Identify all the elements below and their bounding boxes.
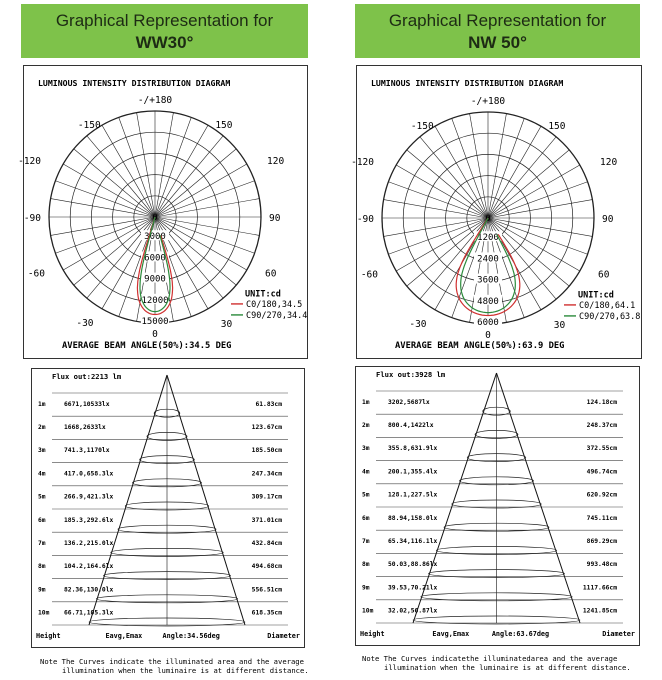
radial-label: 1200	[477, 233, 499, 244]
note-line1: Note The Curves indicatethe illuminatedarea and the average	[362, 654, 618, 663]
legend-label: C0/180,64.1	[579, 300, 636, 311]
row-height: 9m	[362, 584, 370, 592]
cone-edge-right	[497, 373, 581, 623]
radial-label: 15000	[141, 317, 169, 327]
row-diameter: 432.84cm	[251, 539, 282, 547]
polar-center-label: 0	[152, 213, 158, 223]
angle-label-n90: -90	[356, 214, 374, 225]
angle-label-p60: 60	[598, 269, 610, 281]
note-line2: illumination when the luminaire is at different distance.	[62, 666, 309, 675]
angle-label-p30: 30	[220, 319, 233, 330]
flux-label: Flux out:2213 lm	[52, 372, 122, 381]
row-height: 2m	[362, 421, 370, 429]
angle-label-n30: -30	[409, 319, 427, 330]
row-height: 2m	[38, 423, 46, 431]
legend-label: C0/180,34.5	[246, 299, 303, 310]
row-diameter: 248.37cm	[586, 421, 617, 429]
row-diameter: 745.11cm	[586, 514, 617, 522]
polar-title: LUMINOUS INTENSITY DISTRIBUTION DIAGRAM	[371, 78, 564, 88]
angle-label-n60: -60	[360, 269, 378, 281]
angle-label-p150: 150	[215, 119, 233, 131]
cone-box-nw	[355, 366, 640, 646]
row-lux: 355.8,631.9lx	[388, 445, 438, 453]
note-ww	[40, 657, 340, 675]
row-diameter: 869.29cm	[586, 537, 617, 545]
angle-label-n60: -60	[27, 268, 45, 280]
row-lux: 65.34,116.1lx	[388, 537, 438, 545]
row-lux: 32.02,56.87lx	[388, 607, 438, 615]
row-height: 6m	[38, 516, 46, 524]
row-diameter: 185.50cm	[251, 447, 282, 455]
radial-label: 3600	[477, 275, 499, 286]
row-diameter: 618.35cm	[251, 609, 282, 617]
title-banner-ww	[21, 4, 308, 58]
row-diameter: 496.74cm	[586, 468, 617, 476]
footer-diameter: Diameter	[602, 630, 635, 638]
radial-label: 2400	[477, 254, 499, 265]
row-diameter: 1241.85cm	[582, 607, 617, 615]
row-diameter: 494.68cm	[251, 563, 282, 571]
row-lux: 136.2,215.0lx	[64, 539, 114, 547]
row-height: 1m	[362, 398, 370, 406]
cone-edge-right	[167, 375, 245, 625]
radial-label: 6000	[144, 253, 166, 264]
row-height: 8m	[38, 563, 46, 571]
row-height: 8m	[362, 561, 370, 569]
row-height: 5m	[38, 493, 46, 501]
row-lux: 50.03,88.86lx	[388, 561, 438, 569]
row-height: 7m	[362, 537, 370, 545]
footer-height: Height	[360, 630, 385, 638]
row-diameter: 123.67cm	[251, 423, 282, 431]
row-diameter: 556.51cm	[251, 586, 282, 594]
angle-label-0: 0	[152, 329, 158, 340]
polar-title: LUMINOUS INTENSITY DISTRIBUTION DIAGRAM	[38, 78, 231, 88]
row-height: 5m	[362, 491, 370, 499]
row-height: 3m	[362, 445, 370, 453]
row-height: 9m	[38, 586, 46, 594]
row-lux: 6671,10533lx	[64, 400, 110, 408]
angle-label-180: -/+180	[137, 95, 173, 106]
polar-diagram-nw	[351, 66, 641, 358]
row-lux: 185.3,292.6lx	[64, 516, 114, 524]
beam-angle-text: AVERAGE BEAM ANGLE(50%):63.9 DEG	[395, 341, 565, 351]
row-diameter: 247.34cm	[251, 470, 282, 478]
row-diameter: 371.01cm	[251, 516, 282, 524]
banner-title-line1: Graphical Representation for	[55, 11, 274, 30]
angle-label-n120: -120	[351, 157, 374, 168]
footer-height: Height	[36, 632, 61, 640]
angle-label-180: -/+180	[470, 96, 506, 107]
row-lux: 88.94,158.0lx	[388, 514, 438, 522]
note-line2: illumination when the luminaire is at different distance.	[384, 663, 631, 672]
row-diameter: 620.92cm	[586, 491, 617, 499]
angle-label-n150: -150	[410, 120, 434, 132]
banner-title-line2: NW 50°	[468, 33, 527, 52]
angle-label-n90: -90	[23, 213, 41, 224]
radial-label: 3000	[144, 232, 166, 243]
cone-diagram-ww	[32, 369, 304, 647]
row-lux: 741.3,1170lx	[64, 447, 110, 455]
row-lux: 800.4,1422lx	[388, 421, 434, 429]
row-height: 10m	[362, 607, 374, 615]
row-lux: 1668,2633lx	[64, 423, 106, 431]
angle-label-p150: 150	[548, 120, 566, 132]
angle-label-p90: 90	[602, 214, 614, 225]
row-lux: 104.2,164.6lx	[64, 563, 114, 571]
row-lux: 128.1,227.5lx	[388, 491, 438, 499]
banner-title-line1: Graphical Representation for	[388, 11, 607, 30]
legend-label: C90/270,34.4	[246, 310, 308, 321]
flux-label: Flux out:3928 lm	[376, 370, 446, 379]
row-lux: 266.9,421.3lx	[64, 493, 114, 501]
polar-box-nw	[351, 65, 642, 359]
row-diameter: 372.55cm	[586, 445, 617, 453]
polar-center-label: 0	[485, 214, 491, 224]
row-lux: 417.0,658.3lx	[64, 470, 114, 478]
row-lux: 82.36,130.0lx	[64, 586, 114, 594]
row-height: 1m	[38, 400, 46, 408]
legend-label: C90/270,63.8	[579, 311, 641, 322]
angle-label-p30: 30	[553, 320, 566, 331]
row-lux: 200.1,355.4lx	[388, 468, 438, 476]
radial-label: 12000	[141, 295, 169, 306]
row-diameter: 309.17cm	[251, 493, 282, 501]
row-lux: 39.53,70.21lx	[388, 584, 438, 592]
angle-label-n120: -120	[18, 156, 41, 167]
unit-label: UNIT:cd	[245, 289, 281, 300]
note-nw	[362, 654, 662, 672]
angle-label-n150: -150	[77, 119, 101, 131]
footer-angle: Angle:63.67deg	[491, 630, 550, 638]
angle-label-p60: 60	[265, 268, 277, 280]
row-height: 10m	[38, 609, 50, 617]
radial-label: 6000	[477, 318, 499, 328]
angle-label-n30: -30	[76, 318, 94, 329]
polar-diagram-ww	[18, 66, 308, 358]
polar-box-ww	[18, 65, 308, 359]
row-height: 7m	[38, 539, 46, 547]
cone-box-ww	[31, 368, 305, 648]
row-diameter: 124.18cm	[586, 398, 617, 406]
footer-eavg: Eavg,Emax	[432, 630, 470, 638]
angle-label-p90: 90	[269, 213, 281, 224]
row-lux: 66.71,105.3lx	[64, 609, 114, 617]
banner-title-line2: WW30°	[135, 33, 194, 52]
radial-label: 4800	[477, 296, 499, 307]
footer-diameter: Diameter	[267, 632, 300, 640]
footer-angle: Angle:34.56deg	[162, 632, 220, 640]
beam-angle-text: AVERAGE BEAM ANGLE(50%):34.5 DEG	[62, 341, 232, 351]
note-line1: Note The Curves indicate the illuminated area and the average	[40, 657, 304, 666]
angle-label-p120: 120	[600, 157, 618, 168]
title-banner-nw	[355, 4, 640, 58]
footer-eavg: Eavg,Emax	[105, 632, 143, 640]
row-diameter: 993.48cm	[586, 561, 617, 569]
row-diameter: 1117.66cm	[582, 584, 617, 592]
angle-label-0: 0	[485, 330, 491, 341]
row-height: 6m	[362, 514, 370, 522]
row-diameter: 61.83cm	[255, 400, 282, 408]
row-height: 4m	[38, 470, 46, 478]
unit-label: UNIT:cd	[578, 290, 614, 301]
angle-label-p120: 120	[267, 156, 285, 167]
row-lux: 3202,5687lx	[388, 398, 430, 406]
radial-label: 9000	[144, 274, 166, 285]
cone-diagram-nw	[356, 367, 639, 645]
row-height: 3m	[38, 447, 46, 455]
row-height: 4m	[362, 468, 370, 476]
